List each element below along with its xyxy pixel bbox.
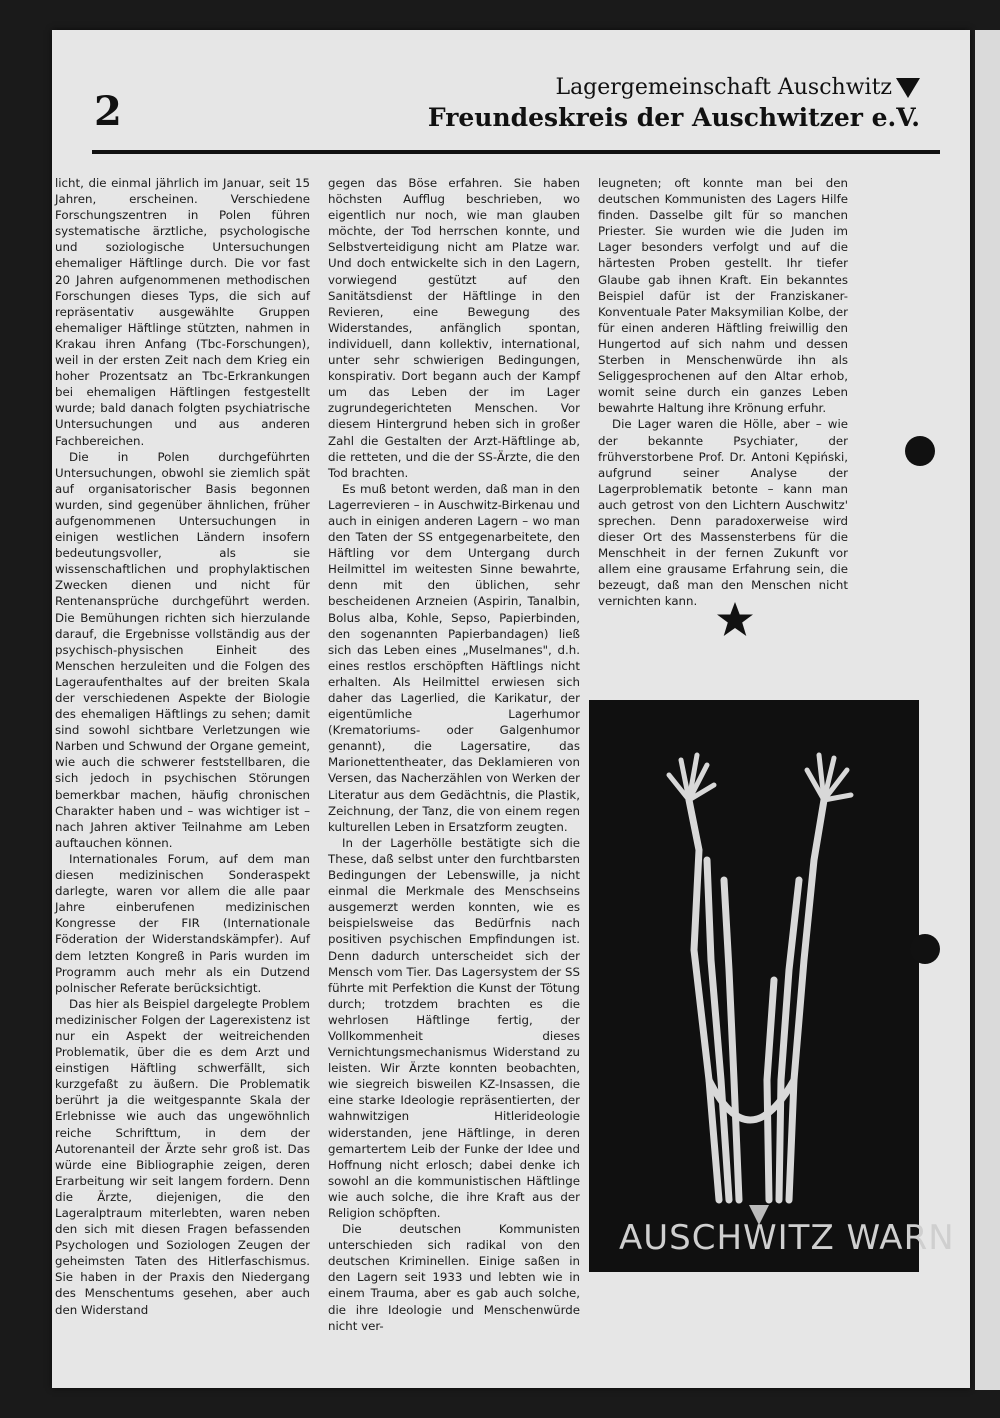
paragraph: Die Lager waren die Hölle, aber – wie der bekannte Psychiater, der frühverstorbene Prof. Dr. Antoni Kępiński, aufgrund seiner Analyse der Lagerproblematik betonte – kann man auch getrost von den Lichtern Auschwitz' sprechen. Denn paradoxerweise wird dieser Ort des Massensterbens für die Menschheit in der fernen Zukunft vor allem eine grausame Erfahrung sein, die bezeugt, daß man den Menschen nicht vernichten kann. xyxy=(598,417,848,609)
page-header xyxy=(428,74,920,134)
paragraph: gegen das Böse erfahren. Sie haben höchsten Aufflug beschrieben, wo eigentlich nur noch, wie man glauben möchte, der Tod herrschen konnte, und Selbstverteidigung nicht am Platze war. Und doch entwickelte sich in den Lagern, vorwiegend gestützt auf den Sanitätsdienst der Häftlinge in den Revieren, eine Bewegung des Widerstandes, anfänglich spontan, individuell, dann kollektiv, international, unter sehr schwierigen Bedingungen, konspirativ. Dort begann auch der Kampf um das Leben der im Lager zugrundegerichteten Menschen. Vor diesem Hintergrund heben sich in großer Zahl die Gestalten der Arzt-Häftlinge ab, die retteten, und die der SS-Ärzte, die den Tod brachten. xyxy=(328,176,580,480)
text-column-3 xyxy=(598,175,848,610)
text-column-1 xyxy=(55,175,310,1318)
paragraph: In der Lagerhölle bestätigte sich die These, daß selbst unter den furchtbarsten Bedingungen der Lebenswille, ja nicht einmal die Merkmale des Menschseins ausgemerzt werden konnten, wie es beispielsweise das Bedürfnis nach positiven psychischen Empfindungen ist. Denn dadurch unterscheidet sich der Mensch vom Tier. Das Lagersystem der SS führte mit Perfektion die Kunst der Tötung durch; trotzdem brachten es die wehrlosen Häftlinge fertig, der Vollkommenheit dieses Vernichtungsmechanismus Widerstand zu leisten. Wir Ärzte konnten beobachten, wie siegreich bisweilen KZ-Insassen, die eine starke Ideologie repräsentierten, der wahnwitzigen Hitlerideologie widerstanden, jene Häftlinge, in deren gemartertem Leib der Funke der Idee und Hoffnung nicht erlosch; dabei denke ich sowohl an die kommunistischen Häftlinge wie auch solche, die ihre Kraft aus der Religion schöpften. xyxy=(328,835,580,1220)
paragraph: Die in Polen durchgeführten Untersuchungen, obwohl sie ziemlich spät auf organisatorischer Basis begonnen wurden, sind gegenüber ähnlichen, früher aufgenommenen Untersuchungen in einigen westlichen Ländern insofern bedeutungsvoller, als sie wissenschaftlichen und prophylaktischen Zwecken dienen und nicht für Rentenansprüche durchgeführt werden. Die Bemühungen richten sich hierzulande darauf, die Ergebnisse vollständig aus der psychisch-physischen Einheit des Menschen herzuleiten und die Folgen des Lageraufenthaltes auf der breiten Skala der verschiedenen Aspekte der Biologie des ehemaligen Häftlings zu sehen; damit sind sowohl sichtbare Verletzungen wie Narben und Schwund der Organe gemeint, wie auch die schwerer feststellbaren, die sich jedoch in psychischen Störungen bemerkbar machen, häufig chronischen Charakter haben und – was wichtiger ist – nach Jahren aktiver Teilnahme am Leben auftauchen können. xyxy=(55,449,310,850)
paragraph: Es muß betont werden, daß man in den Lagerrevieren – in Auschwitz-Birkenau und auch in einigen anderen Lagern – wo man den Taten der SS entgegenarbeitete, den Häftling vor dem Untergang durch Heilmittel im weitesten Sinne bewahrte, denn mit den üblichen, sehr bescheidenen Arzneien (Aspirin, Tanalbin, Bolus alba, Kohle, Sepso, Papierbinden, den sogenannten Papierbandagen) ließ sich das Leben eines „Muselmanes", d.h. eines restlos erschöpften Häftlings nicht erhalten. Als Heilmittel erwiesen sich daher das Lagerlied, die Karikatur, der eigentümliche Lagerhumor (Krematoriums- oder Galgenhumor genannt), die Lagersatire, das Marionettentheater, das Deklamieren von Versen, das Nacherzählen von Werken der Literatur aus dem Gedächtnis, die Plastik, Zeichnung, der Tanz, die von einem regen kulturellen Leben in Ersatzform zeugten. xyxy=(328,481,580,834)
page-number: 2 xyxy=(94,88,122,135)
next-page-edge xyxy=(975,30,1000,1390)
binder-hole xyxy=(905,436,935,466)
star-icon xyxy=(715,600,755,640)
paragraph: Internationales Forum, auf dem man diesen medizinischen Sonderaspekt darlegte, waren vor allem die alle paar Jahre einberufenen medizinischen Kongresse der FIR (Internationale Föderation der Widerstandskämpfer). Auf dem letzten Kongreß in Paris wurden im Programm auch mehr als ein Dutzend polnischer Referate berücksichtigt. xyxy=(55,851,310,995)
binder-hole xyxy=(910,934,940,964)
raised-hands-illustration xyxy=(589,700,919,1272)
paragraph: licht, die einmal jährlich im Januar, seit 15 Jahren, erscheinen. Verschiedene Forschungszentren in Polen führen systematische ärztliche, psychologische und soziologische Untersuchungen ehemaliger Häftlinge durch. Die vor fast 20 Jahren aufgenommenen methodischen Forschungen dieses Typs, die sich auf repräsentativ ausgewählte Gruppen ehemaliger Häftlinge stützten, nahmen in Krakau ihren Anfang (Tbc-Forschungen), weil in der ersten Zeit nach dem Krieg ein hoher Prozentsatz an Tbc-Erkrankungen bei ehemaligen Häftlingen festgestellt wurde; bald danach folgten psychiatrische Untersuchungen und aus anderen Fachbereichen. xyxy=(55,176,310,448)
paragraph: leugneten; oft konnte man bei den deutschen Kommunisten des Lagers Hilfe finden. Dasselbe gilt für so manchen Priester. Sie wurden wie die Juden im Lager besonders verfolgt und auf die härtesten Proben gestellt. Ihr tiefer Glaube gab ihnen Kraft. Ein bekanntes Beispiel dafür ist der Franziskaner-Konventuale Pater Maksymilian Kolbe, der für einen anderen Häftling freiwillig den Hungertod auf sich nahm und dessen Sterben in Menschenwürde ihn als Seliggesprochenen auf den Altar erhob, womit seine durch ein ganzes Leben bewahrte Haltung ihre Krönung erfuhr. xyxy=(598,176,848,416)
poster-image xyxy=(589,700,955,1272)
paragraph: Die deutschen Kommunisten unterschieden sich radikal von den deutschen Kriminellen. Einige saßen in den Lagern seit 1933 und lebten wie in einem Trauma, aber es gab auch solche, die ihre Ideologie und Menschenwürde nicht ver- xyxy=(328,1222,580,1333)
poster-caption: AUSCHWITZ WARN xyxy=(619,1218,955,1258)
triangle-icon xyxy=(896,78,920,98)
org-title-line1: Lagergemeinschaft Auschwitz xyxy=(428,74,920,102)
paragraph: Das hier als Beispiel dargelegte Problem medizinischer Folgen der Lagerexistenz ist nur ein Aspekt der weitreichenden Problematik, über die es dem Arzt und einstigen Häftling schwerfällt, sich kurzgefaßt zu äußern. Die Problematik berührt ja die weitgespannte Skala der Erlebnisse wie auch das ungewöhnlich reiche Schrifttum, in dem der Autorenanteil der Ärzte sehr groß ist. Das würde eine Bibliographie zeigen, deren Erarbeitung wir seit langem fordern. Denn die Ärzte, diejenigen, die den Lageralptraum miterlebten, waren neben den sich mit diesen Fragen befassenden Psychologen und Soziologen Zeugen der geheimsten Taten des Hitlerfaschismus. Sie haben in der Praxis den Niedergang des Menschentums gesehen, aber auch den Widerstand xyxy=(55,996,310,1317)
org-title-line2: Freundeskreis der Auschwitzer e.V. xyxy=(427,103,920,132)
text-column-2 xyxy=(328,175,580,1334)
header-rule xyxy=(92,150,940,154)
